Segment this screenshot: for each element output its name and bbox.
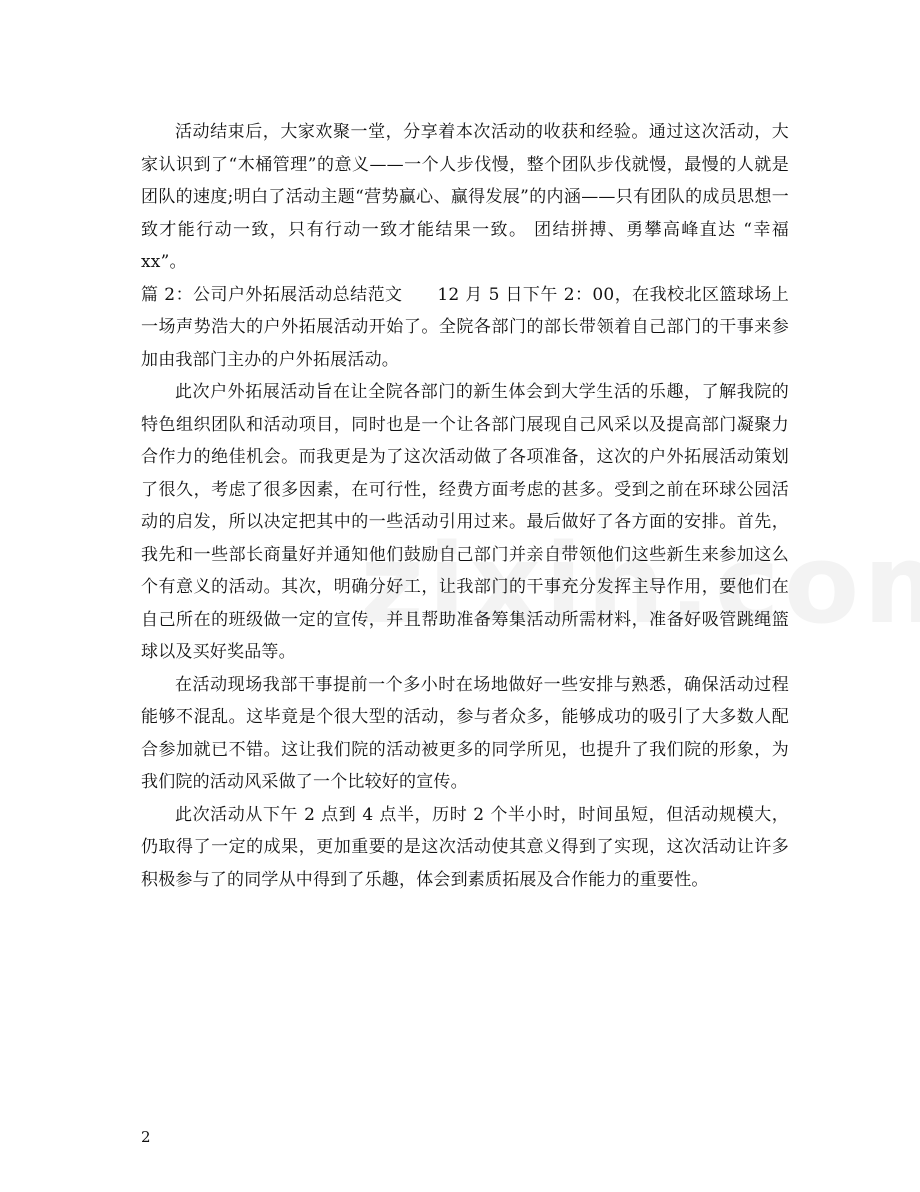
paragraph-activity-site: 在活动现场我部干事提前一个多小时在场地做好一些安排与熟悉，确保活动过程能够不混乱。这毕竟是个很大型的活动，参与者众多，能够成功的吸引了大多数人配合参加就已不错。这让我们院的活动被更多的同学所见，也提升了我们院的形象，为我们院的活动风采做了一个比较好的宣传。 — [141, 674, 789, 792]
paragraph-activity-result: 此次活动从下午 2 点到 4 点半，历时 2 个半小时，时间虽短，但活动规模大，仍取得了一定的成果，更加重要的是这次活动使其意义得到了实现，这次活动让许多积极参与了的同学从中得到了乐趣，体会到素质拓展及合作能力的重要性。 — [141, 804, 789, 890]
paragraph-activity-summary: 活动结束后，大家欢聚一堂，分享着本次活动的收获和经验。通过这次活动，大家认识到了“木桶管理”的意义——一个人步伐慢，整个团队步伐就慢，最慢的人就是团队的速度;明白了活动主题“营势赢心、赢得发展”的内涵——只有团队的成员思想一致才能行动一致，只有行动一致才能结果一致。 团结拼搏、勇攀高峰直达 “幸福 xx”。 — [141, 122, 789, 272]
paragraph-activity-purpose: 此次户外拓展活动旨在让全院各部门的新生体会到大学生活的乐趣，了解我院的特色组织团队和活动项目，同时也是一个让各部门展现自己风采以及提高部门凝聚力合作力的绝佳机会。而我更是为了这次活动做了各项准备，这次的户外拓展活动策划了很久，考虑了很多因素，在可行性，经费方面考虑的甚多。受到之前在环球公园活动的启发，所以决定把其中的一些活动引用过来。最后做好了各方面的安排。首先，我先和一些部长商量好并通知他们鼓励自己部门并亲自带领他们这些新生来参加这么个有意义的活动。其次，明确分好工，让我部门的干事充分发挥主导作用，要他们在自己所在的班级做一定的宣传，并且帮助准备筹集活动所需材料，准备好吸管跳绳篮球以及买好奖品等。 — [141, 382, 789, 662]
page-number: 2 — [141, 1128, 151, 1146]
paragraph-article-2-intro: 篇 2：公司户外拓展活动总结范文 12 月 5 日下午 2：00，在我校北区篮球场上一场声势浩大的户外拓展活动开始了。全院各部门的部长带领着自己部门的干事来参加由我部门主办的户外拓展活动。 — [141, 284, 789, 370]
document-body — [141, 116, 789, 896]
